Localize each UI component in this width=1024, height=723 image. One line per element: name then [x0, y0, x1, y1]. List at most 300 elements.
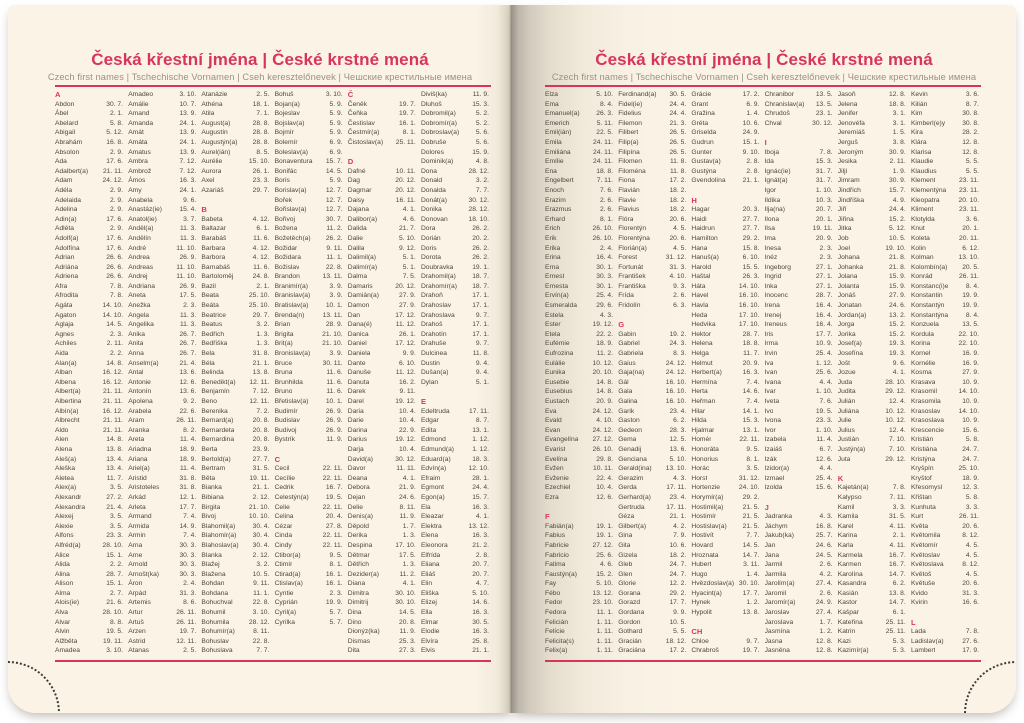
name-label: Kamila: [837, 513, 859, 521]
name-label: Babeta: [201, 215, 223, 223]
name-entry: [201, 531, 269, 541]
name-day-date: 1. 2.: [819, 628, 833, 636]
name-label: Donald: [420, 177, 443, 185]
name-entry: [618, 224, 686, 234]
name-entry: [421, 263, 489, 273]
name-entry: [55, 560, 123, 570]
name-label: Dag: [347, 177, 361, 185]
name-day-date: 3. 3.: [892, 503, 906, 511]
name-label: Fabián(a): [545, 522, 574, 530]
name-day-date: 10. 9.: [815, 340, 833, 348]
name-label: Adelaida: [55, 196, 82, 204]
name-entry: [201, 464, 269, 474]
name-entry: [55, 119, 123, 129]
page-title: Česká křestní jména | České krstné mená: [91, 50, 429, 69]
name-day-date: 20. 3.: [742, 206, 760, 214]
name-entry: [765, 387, 833, 397]
name-day-date: 11. 8.: [669, 158, 687, 166]
name-label: Břetislav(a): [274, 398, 309, 405]
name-day-date: 19. 5.: [815, 407, 833, 415]
name-day-date: 20. 8.: [252, 417, 270, 425]
name-day-date: 11. 12.: [395, 321, 416, 329]
name-entry: [201, 176, 269, 186]
name-label: Alan(a): [55, 359, 77, 367]
name-label: Izabela: [764, 436, 787, 444]
name-entry: [618, 291, 686, 301]
name-day-date: 12. 3.: [962, 484, 979, 492]
name-label: Bohuchval: [201, 599, 233, 607]
name-label: Jerguš: [837, 138, 858, 146]
name-label: Aranka: [128, 426, 150, 434]
name-day-date: 5. 1.: [402, 263, 416, 271]
name-entry: [838, 627, 906, 637]
name-day-date: 12. 10.: [468, 465, 489, 473]
name-day-date: 13. 12.: [468, 522, 489, 530]
name-day-date: 5. 8.: [965, 436, 979, 444]
name-label: Hilda: [691, 417, 707, 425]
name-day-date: 19. 10.: [885, 244, 906, 252]
name-label: Eleonora: [420, 541, 448, 549]
name-entry: [545, 100, 613, 110]
name-day-date: 12. 2.: [669, 580, 687, 588]
name-label: Inka: [764, 282, 778, 290]
name-entry: [421, 646, 489, 656]
name-entry: [765, 291, 833, 301]
name-label: Gleb: [618, 561, 633, 569]
name-entry: [765, 339, 833, 349]
name-day-date: 31. 3.: [962, 589, 979, 597]
name-entry: [911, 570, 979, 580]
name-entry: [691, 474, 759, 484]
name-label: Alexie: [55, 522, 74, 530]
name-day-date: 9. 12.: [399, 244, 416, 252]
name-label: Kryšpín: [910, 465, 934, 473]
letter-header-label: K: [837, 473, 844, 483]
name-label: Atanázie: [201, 91, 228, 98]
name-entry: [838, 234, 906, 244]
name-day-date: 24. 7.: [669, 570, 687, 578]
name-entry: [201, 339, 269, 349]
name-entry: [201, 483, 269, 493]
name-day-date: 27. 7.: [742, 225, 760, 233]
name-entry: [618, 378, 686, 388]
name-entry: [545, 589, 613, 599]
name-entry: [275, 148, 343, 158]
name-day-date: 17. 1.: [472, 330, 489, 338]
name-entry: [55, 244, 123, 254]
name-day-date: 19. 11.: [812, 225, 833, 233]
name-day-date: 12. 7.: [325, 196, 343, 204]
name-day-date: 27. 3.: [399, 647, 416, 655]
name-entry: [838, 368, 906, 378]
name-day-date: 29. 6.: [596, 302, 613, 310]
name-entry: [765, 253, 833, 263]
name-entry: [128, 234, 196, 244]
letter-header-label: CH: [691, 627, 703, 637]
name-label: Ivana: [764, 378, 781, 386]
name-day-date: 22. 8.: [325, 263, 343, 271]
name-entry: [911, 119, 979, 129]
name-day-date: 10. 9.: [962, 378, 979, 386]
name-entry: [55, 253, 123, 263]
name-entry: [128, 503, 196, 513]
letter-header-label: G: [618, 320, 625, 330]
name-day-date: 2. 6.: [819, 561, 833, 569]
name-day-date: 22. 11.: [322, 541, 343, 549]
name-label: Armin: [128, 532, 146, 540]
name-day-date: 8. 4.: [965, 311, 979, 319]
name-entry: [545, 426, 613, 436]
name-label: Alena: [55, 445, 73, 453]
name-day-date: 16. 10.: [665, 398, 687, 405]
name-entry: [275, 128, 343, 138]
name-day-date: 7. 8.: [892, 484, 906, 492]
name-label: Armand: [128, 513, 152, 521]
name-day-date: 10. 12.: [885, 407, 906, 415]
name-entry: [765, 551, 833, 561]
name-label: Ilona: [764, 215, 780, 223]
name-day-date: 23. 11.: [958, 177, 979, 185]
name-day-date: 5. 3.: [892, 647, 906, 655]
name-day-date: 29. 2.: [742, 234, 760, 242]
name-label: Děpold: [347, 522, 369, 530]
name-entry: [421, 224, 489, 234]
name-day-date: 21. 8.: [889, 263, 906, 271]
name-day-date: 2. 2.: [109, 561, 123, 569]
name-day-date: 2. 6.: [673, 292, 687, 300]
name-label: Chloe: [691, 637, 709, 645]
name-label: Kira: [910, 129, 923, 137]
name-label: Dalida: [347, 225, 367, 233]
name-entry: [201, 445, 269, 455]
name-day-date: 1. 2.: [746, 599, 760, 607]
name-entry: [55, 330, 123, 340]
name-entry: [765, 512, 833, 522]
name-entry: [55, 272, 123, 282]
name-label: Korina: [910, 340, 931, 348]
name-entry: [618, 579, 686, 589]
name-label: Jiřina: [837, 215, 854, 223]
name-day-date: 12. 11.: [249, 398, 270, 405]
name-day-date: 24. 6.: [399, 493, 416, 501]
name-entry: [691, 531, 759, 541]
name-label: Filipína: [618, 148, 640, 156]
name-day-date: 27. 2.: [106, 493, 123, 501]
name-day-date: 4. 9.: [892, 196, 906, 204]
name-day-date: 13. 8.: [106, 445, 123, 453]
name-entry: [618, 263, 686, 273]
name-day-date: 12. 4.: [889, 426, 906, 434]
name-day-date: 26. 9.: [325, 426, 343, 434]
bottom-divider-rule: [545, 660, 981, 662]
name-label: Jonatan: [837, 302, 862, 310]
name-label: Dimitrij: [347, 599, 369, 607]
name-entry: [348, 253, 416, 263]
name-day-date: 26. 6.: [106, 273, 123, 281]
name-entry: [618, 282, 686, 292]
name-entry: [545, 541, 613, 551]
name-label: Dana(é): [347, 321, 372, 329]
name-label: Chval: [764, 119, 782, 127]
name-day-date: 7. 4.: [183, 532, 197, 540]
name-label: Konstantin: [910, 292, 943, 300]
name-day-date: 20. 6.: [962, 522, 979, 530]
name-entry: [765, 445, 833, 455]
name-label: Emila: [545, 138, 562, 146]
name-day-date: 18. 7.: [472, 282, 489, 290]
name-label: Bratislav(a): [274, 302, 309, 310]
name-label: Bořek: [274, 196, 293, 204]
name-entry: [55, 368, 123, 378]
name-entry: [421, 445, 489, 455]
name-label: Dulcinea: [420, 350, 447, 358]
name-entry: [421, 186, 489, 196]
name-entry: [691, 387, 759, 397]
name-label: Beata: [201, 292, 219, 300]
name-day-date: 1. 7.: [402, 522, 416, 530]
name-day-date: 21. 1.: [252, 484, 270, 492]
name-day-date: 30. 5.: [669, 91, 687, 98]
name-entry: [765, 560, 833, 570]
name-entry: [275, 416, 343, 426]
name-label: Elektra: [420, 522, 442, 530]
name-label: Heda: [691, 311, 708, 319]
name-day-date: 20. 10.: [958, 196, 979, 204]
name-label: Grácie: [691, 91, 712, 98]
name-entry: [421, 244, 489, 254]
name-day-date: 5. 7.: [329, 618, 343, 626]
name-entry: [838, 483, 906, 493]
name-entry: [348, 435, 416, 445]
name-label: Ezra: [545, 493, 559, 501]
name-label: Evženie: [545, 474, 569, 482]
name-entry: [911, 397, 979, 407]
name-label: Andreas: [128, 263, 154, 271]
name-day-date: 24. 4.: [472, 484, 489, 492]
name-day-date: 11. 9.: [472, 91, 489, 98]
name-label: Bernardina: [201, 436, 235, 444]
name-entry: [128, 387, 196, 397]
name-entry: [421, 426, 489, 436]
name-entry: [618, 196, 686, 206]
name-label: Jaroslav: [764, 609, 790, 617]
name-label: Genadij: [618, 445, 642, 453]
name-label: Diviš(ka): [420, 91, 447, 98]
name-entry: [275, 598, 343, 608]
name-day-date: 26. 6.: [106, 254, 123, 262]
name-label: Jolanta: [837, 282, 860, 290]
name-day-date: 23. 1.: [815, 110, 833, 118]
name-entry: [691, 637, 759, 647]
name-entry: [201, 416, 269, 426]
name-entry: [275, 589, 343, 599]
name-day-date: 2. 6.: [599, 196, 613, 204]
name-label: Jasněna: [764, 647, 790, 655]
name-entry: [618, 646, 686, 656]
name-label: Jesika: [837, 158, 857, 166]
name-entry: [348, 522, 416, 532]
name-entry: [545, 397, 613, 407]
name-entry: [618, 205, 686, 215]
name-day-date: 30. 10.: [738, 580, 760, 588]
name-day-date: 9. 3.: [673, 282, 687, 290]
name-day-date: 3. 5.: [109, 513, 123, 521]
name-label: Egon(a): [420, 493, 445, 501]
name-day-date: 4. 2.: [673, 522, 687, 530]
name-label: Harold: [691, 263, 712, 271]
letter-header-label: H: [691, 195, 697, 205]
name-entry: [618, 148, 686, 158]
name-entry: [911, 263, 979, 273]
name-day-date: 3. 8.: [892, 138, 906, 146]
name-entry: [691, 368, 759, 378]
name-label: Herta: [691, 388, 708, 396]
name-day-date: 2. 7.: [109, 589, 123, 597]
name-label: Karel: [837, 522, 854, 530]
name-day-date: 4. 10.: [596, 417, 613, 425]
name-entry: [545, 368, 613, 378]
name-entry: [348, 167, 416, 177]
name-entry: [838, 176, 906, 186]
name-entry: [421, 464, 489, 474]
name-day-date: 17. 12.: [395, 340, 416, 348]
name-entry: [618, 272, 686, 282]
name-day-date: 26. 2.: [472, 254, 489, 262]
name-day-date: 26. 11.: [176, 417, 197, 425]
name-entry: [691, 397, 759, 407]
name-day-date: 18. 3.: [472, 455, 489, 463]
name-label: Ella: [420, 609, 433, 617]
name-day-date: 27. 4.: [815, 580, 833, 588]
name-label: Gaius: [618, 359, 636, 367]
name-entry: [275, 368, 343, 378]
name-entry: [201, 455, 269, 465]
name-day-date: 2. 8.: [746, 167, 760, 175]
name-label: Bořivoj: [274, 215, 296, 223]
name-entry: [838, 579, 906, 589]
name-entry: [348, 493, 416, 503]
name-day-date: 24. 12.: [592, 407, 613, 415]
name-day-date: 25. 11.: [885, 628, 906, 636]
name-day-date: 27. 9.: [399, 292, 416, 300]
name-entry: [838, 445, 906, 455]
name-entry: [545, 90, 613, 100]
name-label: Gorazd: [618, 599, 641, 607]
name-day-date: 20. 6.: [669, 215, 687, 223]
name-label: Jaroslava: [764, 618, 794, 626]
name-label: Jiří: [837, 206, 847, 214]
name-label: Filip(a): [618, 138, 639, 146]
name-day-date: 20. 5.: [962, 263, 979, 271]
name-entry: [348, 387, 416, 397]
name-label: Griselda: [691, 129, 717, 137]
name-entry: [128, 464, 196, 474]
name-day-date: 11. 9.: [326, 436, 343, 444]
name-day-date: 4. 12.: [252, 215, 270, 223]
name-day-date: 19. 5.: [325, 493, 343, 501]
name-day-date: 7. 10.: [889, 436, 906, 444]
name-entry: [618, 426, 686, 436]
name-label: Hostimír: [691, 513, 717, 521]
name-day-date: 23. 3.: [106, 532, 123, 540]
name-day-date: 21. 5.: [742, 513, 760, 521]
name-entry: [275, 474, 343, 484]
name-label: Faustýn(a): [545, 570, 577, 578]
name-entry: [421, 196, 489, 206]
name-day-date: 30. 7.: [106, 100, 123, 108]
name-entry: [201, 253, 269, 263]
name-day-date: 5. 5.: [673, 628, 687, 636]
name-label: Jimram: [837, 177, 860, 185]
name-entry: [911, 646, 979, 656]
name-day-date: 9. 7.: [475, 311, 489, 319]
name-label: Ábel: [55, 110, 69, 118]
letter-header-label: L: [910, 617, 916, 627]
name-day-date: 2. 9.: [109, 148, 123, 156]
name-entry: [618, 464, 686, 474]
name-label: Erazim: [545, 196, 566, 204]
name-entry: [128, 311, 196, 321]
name-entry: [618, 157, 686, 167]
name-entry: [911, 464, 979, 474]
name-label: Daria: [347, 407, 364, 415]
name-label: Afra: [55, 282, 68, 290]
name-entry: [201, 378, 269, 388]
name-day-date: 27. 1.: [815, 263, 833, 271]
name-day-date: 16. 9.: [962, 350, 979, 358]
name-day-date: 20. 8.: [399, 618, 416, 626]
name-entry: [421, 531, 489, 541]
name-entry: [765, 196, 833, 206]
name-day-date: 6. 3.: [673, 302, 687, 310]
name-day-date: 23. 10.: [592, 599, 613, 607]
name-day-date: 3. 5.: [109, 522, 123, 530]
blank-row: [201, 196, 269, 206]
name-label: Evangelína: [545, 436, 579, 444]
name-day-date: 25. 4.: [596, 292, 613, 300]
name-day-date: 31. 8.: [179, 484, 197, 492]
name-entry: [201, 579, 269, 589]
name-day-date: 24. 8.: [252, 273, 270, 281]
name-entry: [128, 512, 196, 522]
name-entry: [765, 589, 833, 599]
name-label: Fidelius: [618, 110, 642, 118]
name-day-date: 11. 10.: [176, 244, 197, 252]
name-label: Atanas: [128, 647, 150, 655]
name-entry: [765, 215, 833, 225]
name-entry: [275, 570, 343, 580]
name-entry: [348, 407, 416, 417]
name-label: Andrej: [128, 273, 148, 281]
name-label: Aristoteles: [128, 484, 160, 492]
name-day-date: 10. 9.: [962, 398, 979, 405]
name-entry: [545, 359, 613, 369]
name-label: Karla: [837, 541, 854, 549]
name-entry: [691, 598, 759, 608]
name-entry: [545, 608, 613, 618]
name-day-date: 22. 10.: [958, 330, 979, 338]
top-divider-rule: [55, 85, 491, 87]
name-day-date: 19. 9.: [325, 599, 343, 607]
name-label: Květoslava: [910, 561, 944, 569]
name-entry: [765, 244, 833, 254]
name-entry: [691, 138, 759, 148]
name-label: Albena: [55, 378, 76, 386]
name-entry: [55, 426, 123, 436]
name-label: Hostislav(a): [691, 522, 727, 530]
name-day-date: 17. 1.: [472, 302, 489, 310]
name-day-date: 16. 8.: [815, 522, 833, 530]
